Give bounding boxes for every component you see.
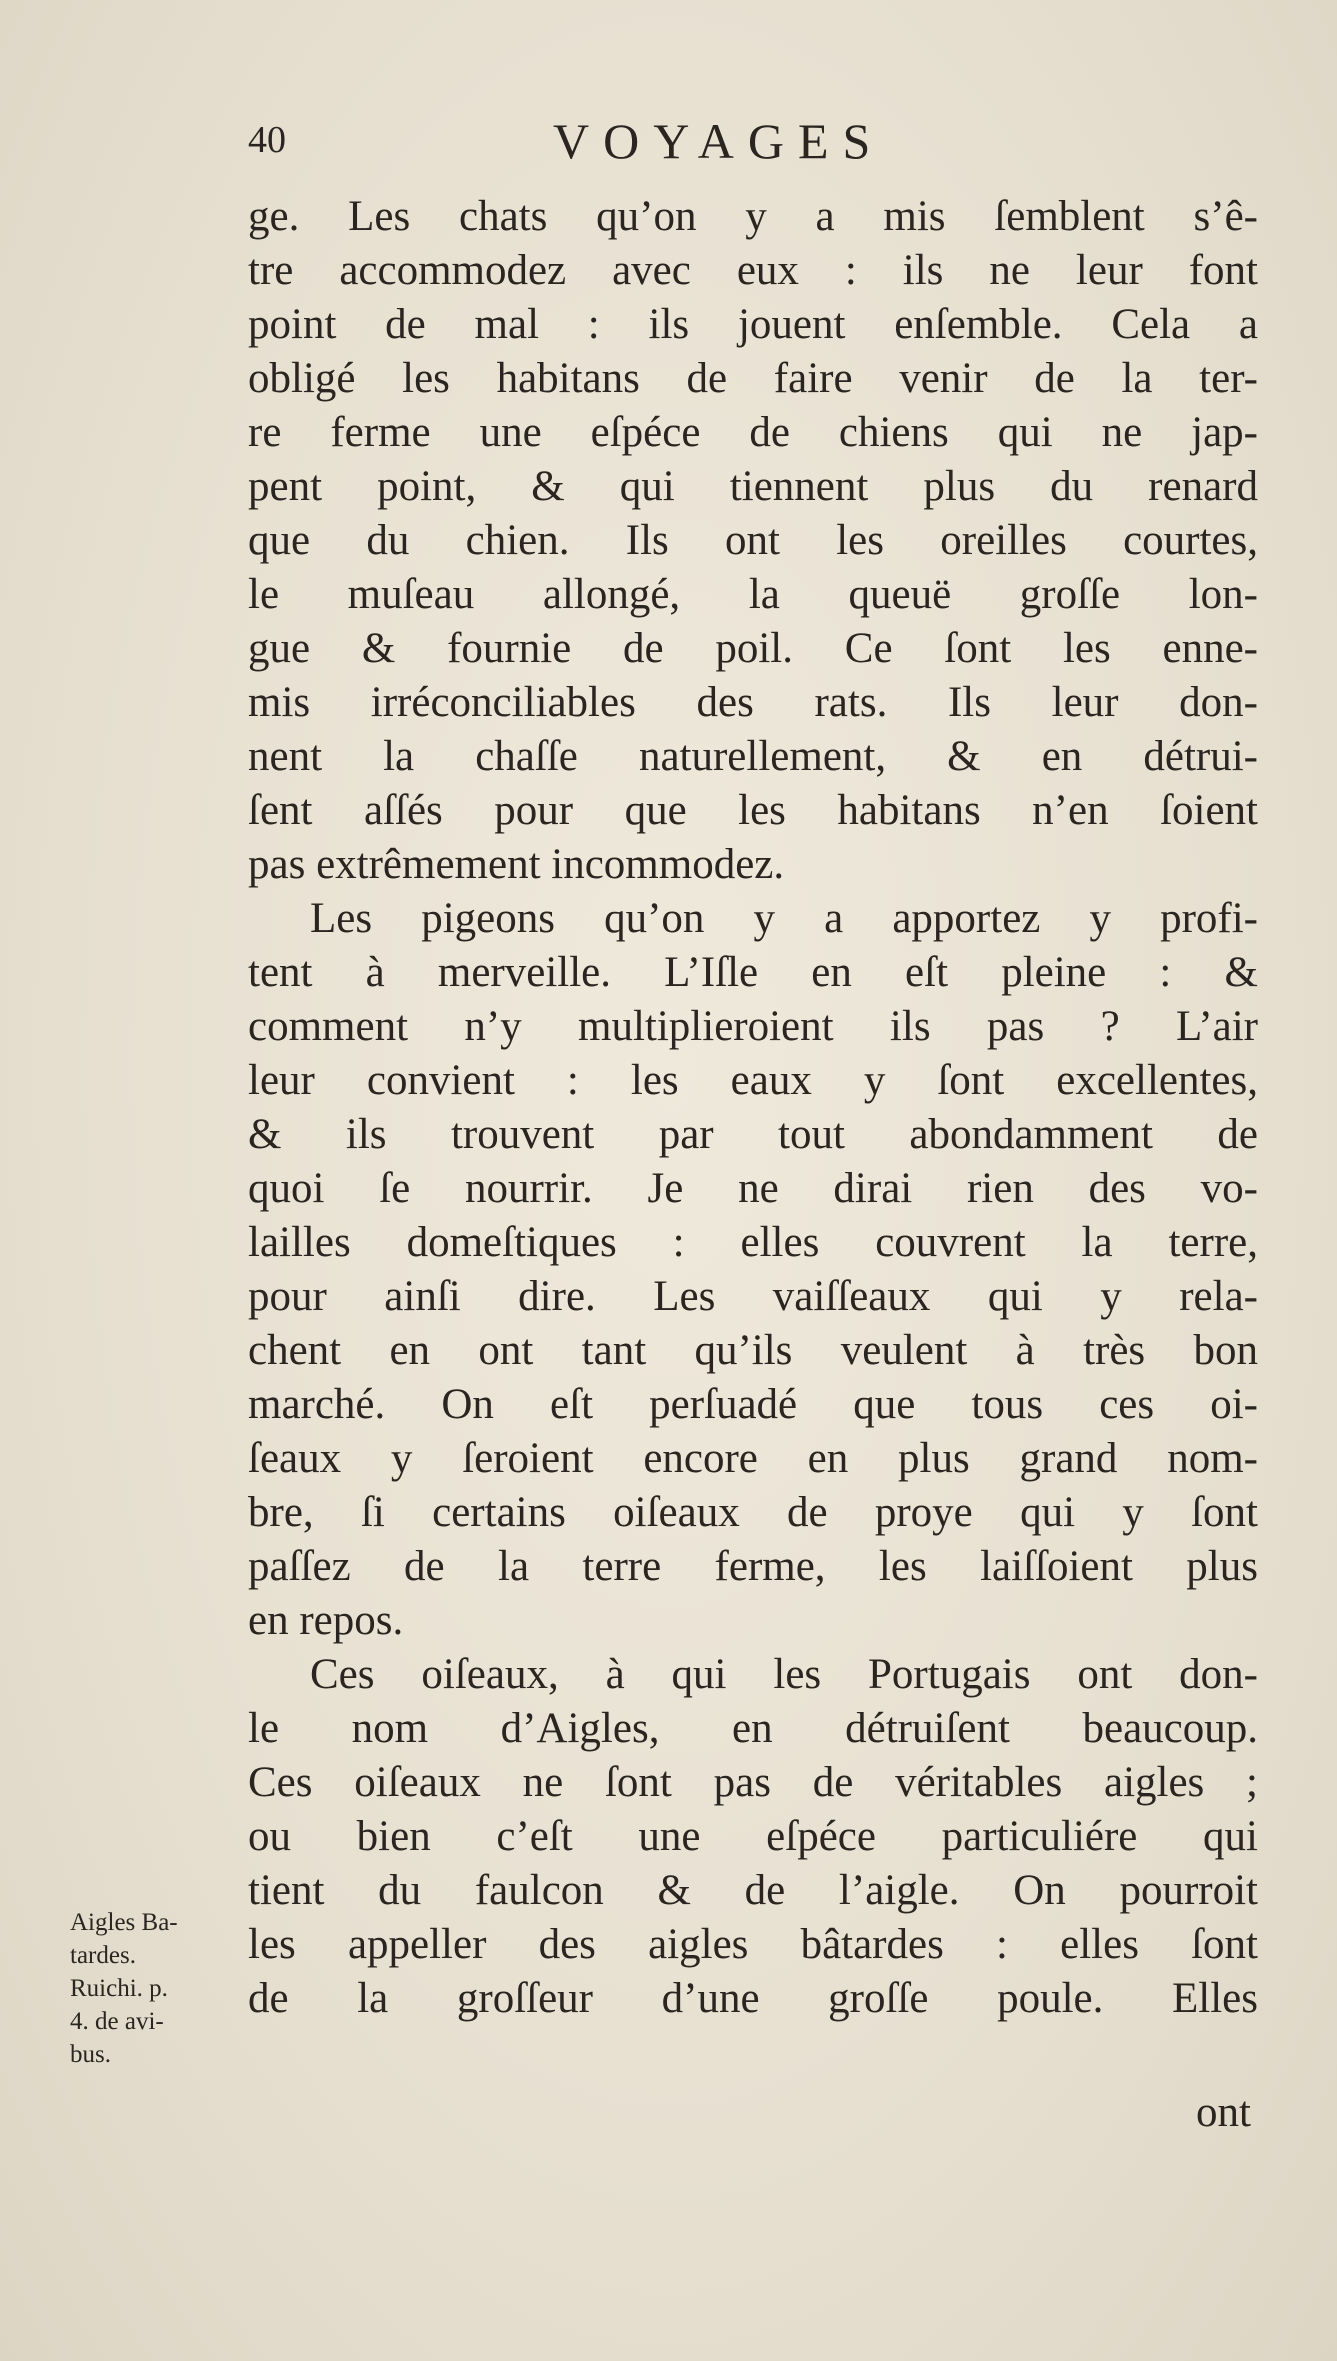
text-line: les appeller des aigles bâtardes : elles ſont [248, 1921, 1258, 1968]
text-line: chent en ont tant qu’ils veulent à très bon [248, 1327, 1258, 1374]
margin-note-line: 4. de avi- [70, 2008, 164, 2035]
text-line: leur convient : les eaux y ſont excellentes, [248, 1057, 1258, 1104]
text-line: tient du faulcon & de l’aigle. On pourroit [248, 1867, 1258, 1914]
margin-note-line: tardes. [70, 1942, 136, 1969]
text-line: & ils trouvent par tout abondamment de [248, 1111, 1258, 1158]
text-line: ſent aſſés pour que les habitans n’en ſoient [248, 787, 1258, 834]
text-line: ge. Les chats qu’on y a mis ſemblent s’ê- [248, 193, 1258, 240]
text-line: pour ainſi dire. Les vaiſſeaux qui y rela- [248, 1273, 1258, 1320]
text-line: gue & fournie de poil. Ce ſont les enne- [248, 625, 1258, 672]
margin-note-line: Ruichi. p. [70, 1975, 168, 2002]
catchword: ont [1196, 2089, 1251, 2136]
text-line: pent point, & qui tiennent plus du renard [248, 463, 1258, 510]
text-line: ou bien c’eſt une eſpéce particuliére qui [248, 1813, 1258, 1860]
margin-note-line: Aigles Ba- [70, 1909, 178, 1936]
text-line: bre, ſi certains oiſeaux de proye qui y ſont [248, 1489, 1258, 1536]
text-line: mis irréconciliables des rats. Ils leur don- [248, 679, 1258, 726]
text-line: de la groſſeur d’une groſſe poule. Elles [248, 1975, 1258, 2022]
text-line: pas extrêmement incommodez. [248, 841, 785, 888]
text-line: nent la chaſſe naturellement, & en détrui- [248, 733, 1258, 780]
text-line: Ces oiſeaux ne ſont pas de véritables aigles ; [248, 1759, 1258, 1806]
body-text [248, 190, 1258, 2026]
text-line: que du chien. Ils ont les oreilles courtes, [248, 517, 1258, 564]
text-line: le muſeau allongé, la queuë groſſe lon- [248, 571, 1258, 618]
text-line: tre accommodez avec eux : ils ne leur font [248, 247, 1258, 294]
text-line: Ces oiſeaux, à qui les Portugais ont don- [310, 1651, 1258, 1698]
text-line: re ferme une eſpéce de chiens qui ne jap- [248, 409, 1258, 456]
margin-note-line: bus. [70, 2041, 111, 2068]
text-line: tent à merveille. L’Iſle en eſt pleine : & [248, 949, 1258, 996]
text-line: paſſez de la terre ferme, les laiſſoient plus [248, 1543, 1258, 1590]
text-line: quoi ſe nourrir. Je ne dirai rien des vo- [248, 1165, 1258, 1212]
page-number: 40 [248, 119, 286, 161]
text-line: le nom d’Aigles, en détruiſent beaucoup. [248, 1705, 1258, 1752]
page-header [248, 112, 948, 172]
running-title: VOYAGES [553, 113, 885, 169]
text-line: lailles domeſtiques : elles couvrent la terre, [248, 1219, 1258, 1266]
text-line: en repos. [248, 1597, 404, 1644]
text-line: ſeaux y ſeroient encore en plus grand nom- [248, 1435, 1258, 1482]
text-line: marché. On eſt perſuadé que tous ces oi- [248, 1381, 1258, 1428]
text-line: Les pigeons qu’on y a apportez y profi- [310, 895, 1258, 942]
text-line: comment n’y multiplieroient ils pas ? L’air [248, 1003, 1258, 1050]
text-line: point de mal : ils jouent enſemble. Cela a [248, 301, 1258, 348]
margin-note [70, 1906, 250, 2071]
text-line: obligé les habitans de faire venir de la ter- [248, 355, 1258, 402]
